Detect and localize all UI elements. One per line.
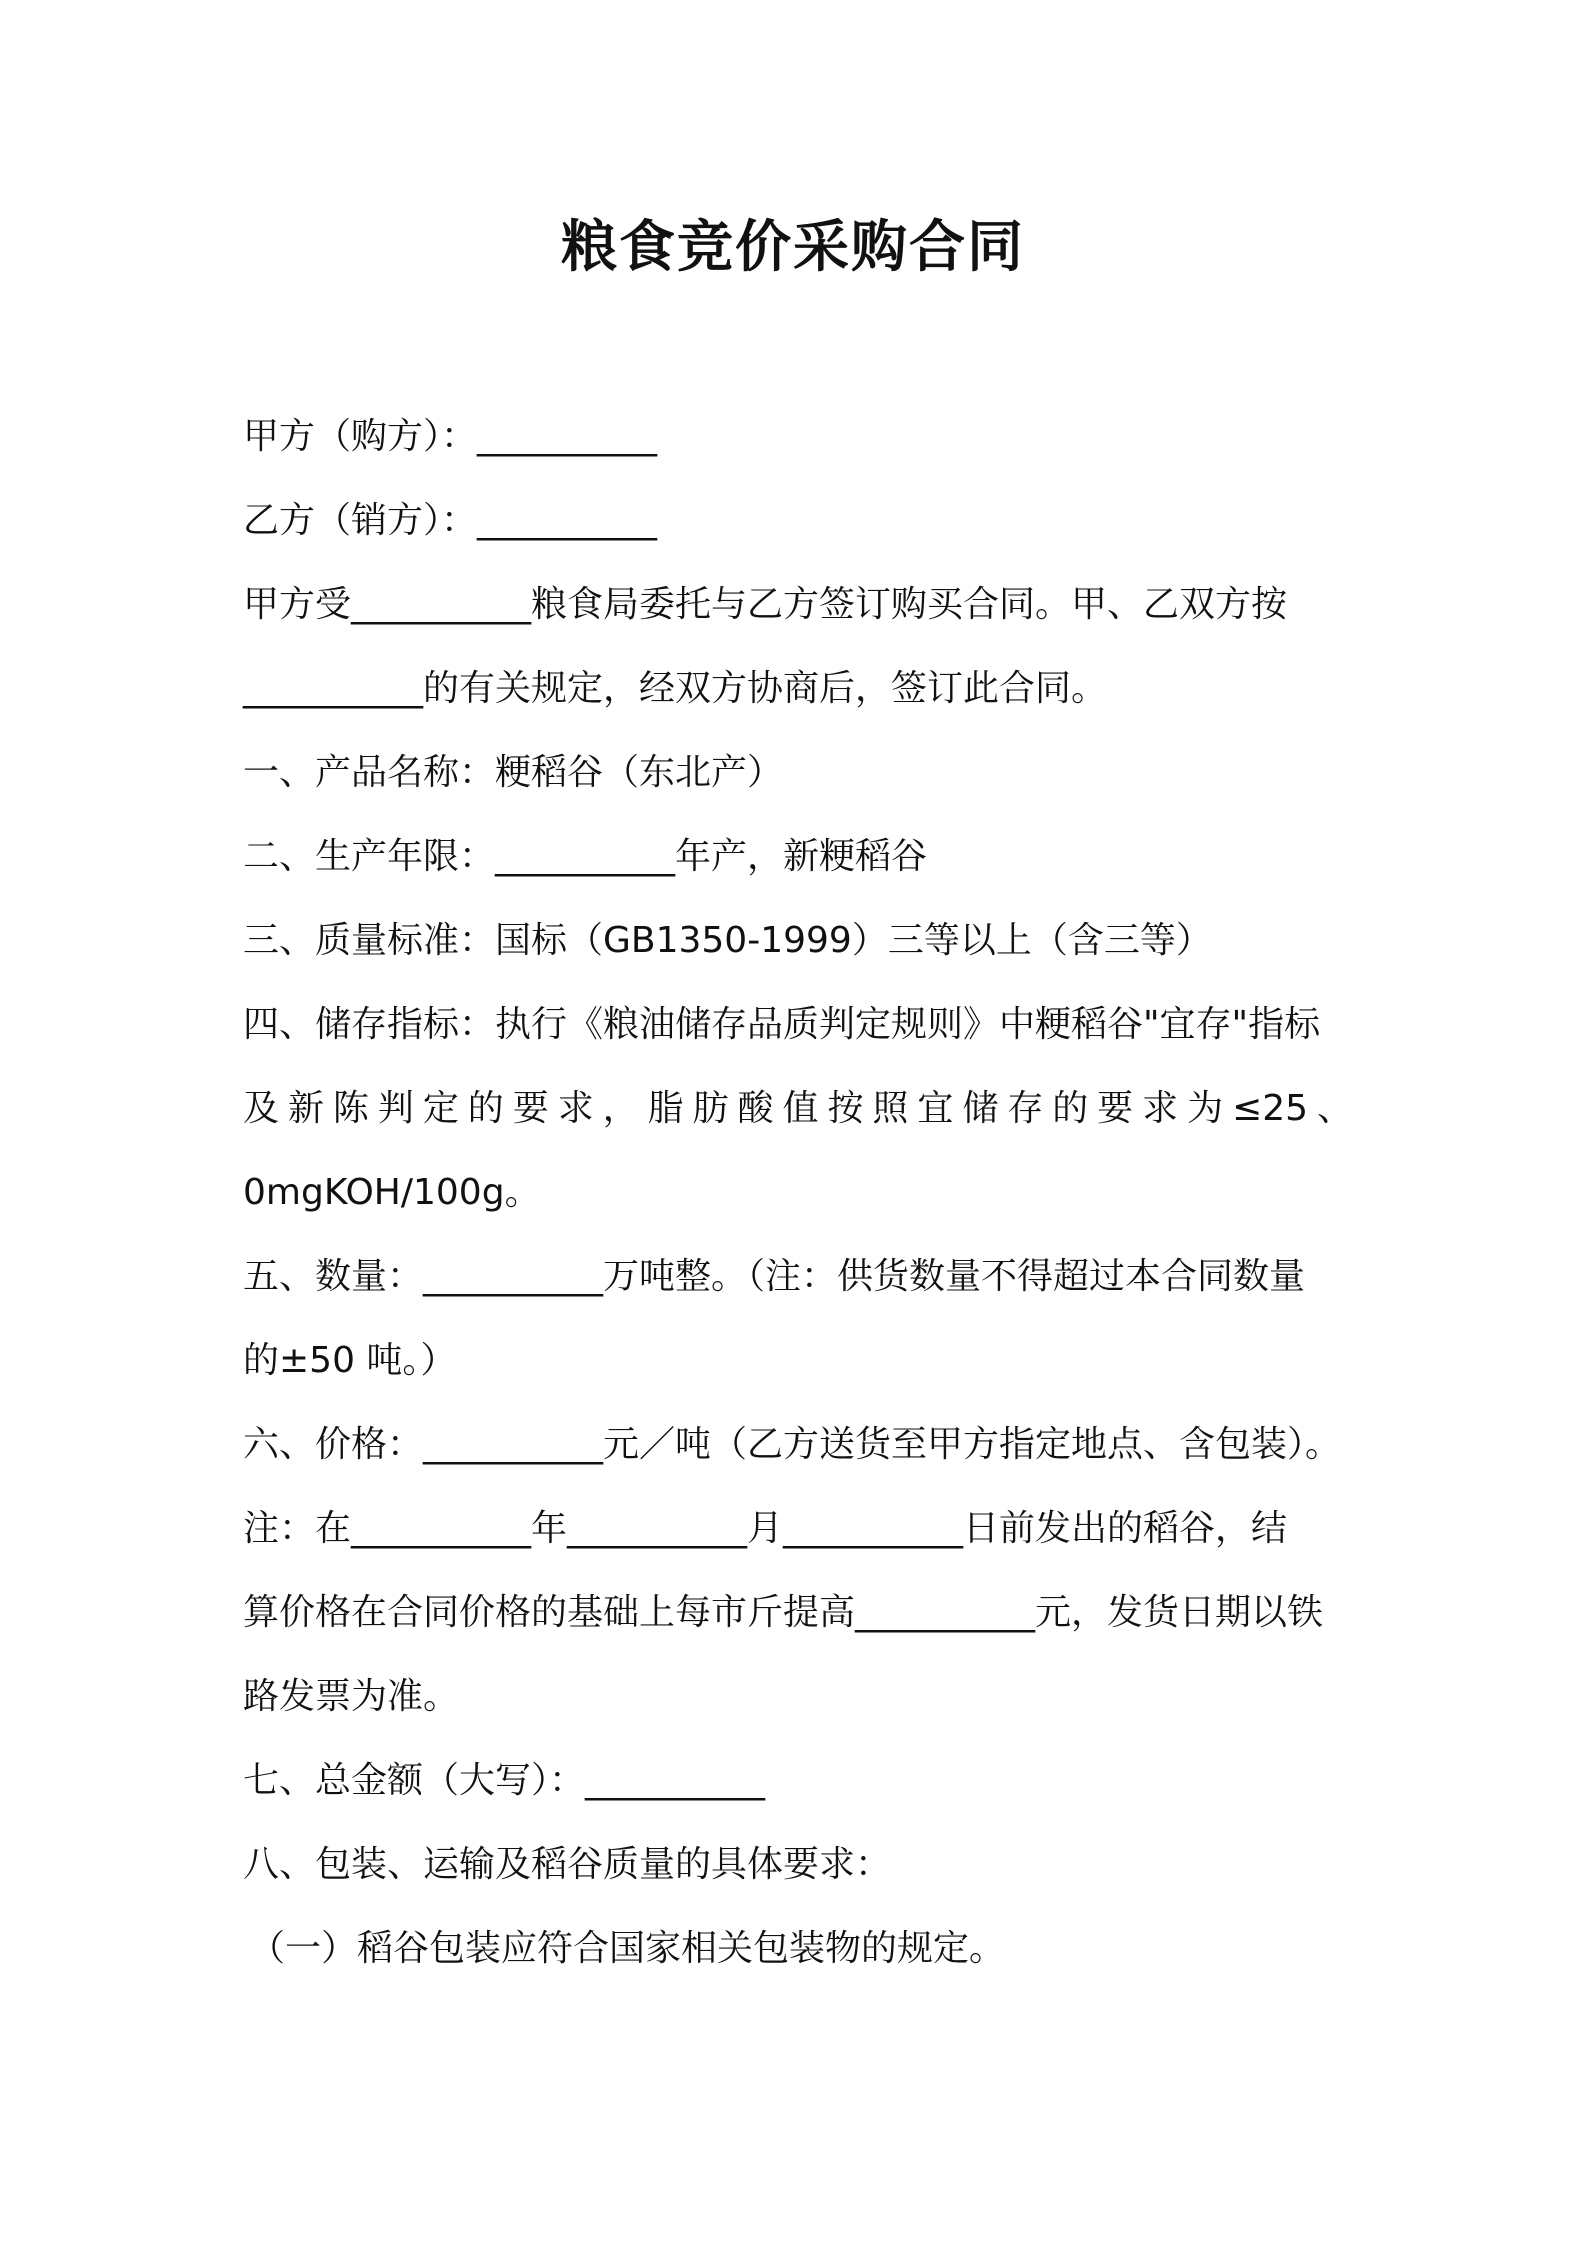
- preamble-line-2: __________的有关规定，经双方协商后，签订此合同。: [243, 668, 1108, 709]
- clause-4-storage-line-1: 四、储存指标：执行《粮油储存品质判定规则》中粳稻谷"宜存"指标: [243, 1004, 1321, 1045]
- clause-4-storage-line-3: 0mgKOH/100g。: [243, 1172, 541, 1213]
- clause-4-storage-line-2: 及新陈判定的要求，脂肪酸值按照宜储存的要求为≤25、: [243, 1088, 1353, 1129]
- clause-2-production-year: 二、生产年限：__________年产，新粳稻谷: [243, 836, 928, 877]
- note-line-1: 注：在__________年__________月__________日前发出的稻谷，结: [243, 1508, 1288, 1549]
- preamble-line-1: 甲方受__________粮食局委托与乙方签订购买合同。甲、乙双方按: [243, 584, 1288, 625]
- clause-5-quantity-line-1: 五、数量：__________万吨整。（注：供货数量不得超过本合同数量: [243, 1256, 1306, 1297]
- clause-8-requirements-heading: 八、包装、运输及稻谷质量的具体要求：: [243, 1844, 892, 1885]
- clause-5-quantity-line-2: 的±50 吨。）: [243, 1340, 457, 1381]
- party-a-line: 甲方（购方）：__________: [243, 416, 658, 457]
- clause-1-product-name: 一、产品名称：粳稻谷（东北产）: [243, 752, 784, 793]
- note-line-3: 路发票为准。: [243, 1676, 460, 1717]
- clause-6-price-line: 六、价格：__________元／吨（乙方送货至甲方指定地点、含包装）。: [243, 1424, 1342, 1465]
- document-title: 粮食竞价采购合同: [561, 215, 1025, 280]
- party-b-line: 乙方（销方）：__________: [243, 500, 658, 541]
- note-line-2: 算价格在合同价格的基础上每市斤提高__________元，发货日期以铁: [243, 1592, 1324, 1633]
- clause-3-quality-standard: 三、质量标准：国标（GB1350-1999）三等以上（含三等）: [243, 920, 1212, 961]
- clause-8-item-1: （一）稻谷包装应符合国家相关包装物的规定。: [249, 1928, 1006, 1969]
- clause-7-total-amount: 七、总金额（大写）：__________: [243, 1760, 766, 1801]
